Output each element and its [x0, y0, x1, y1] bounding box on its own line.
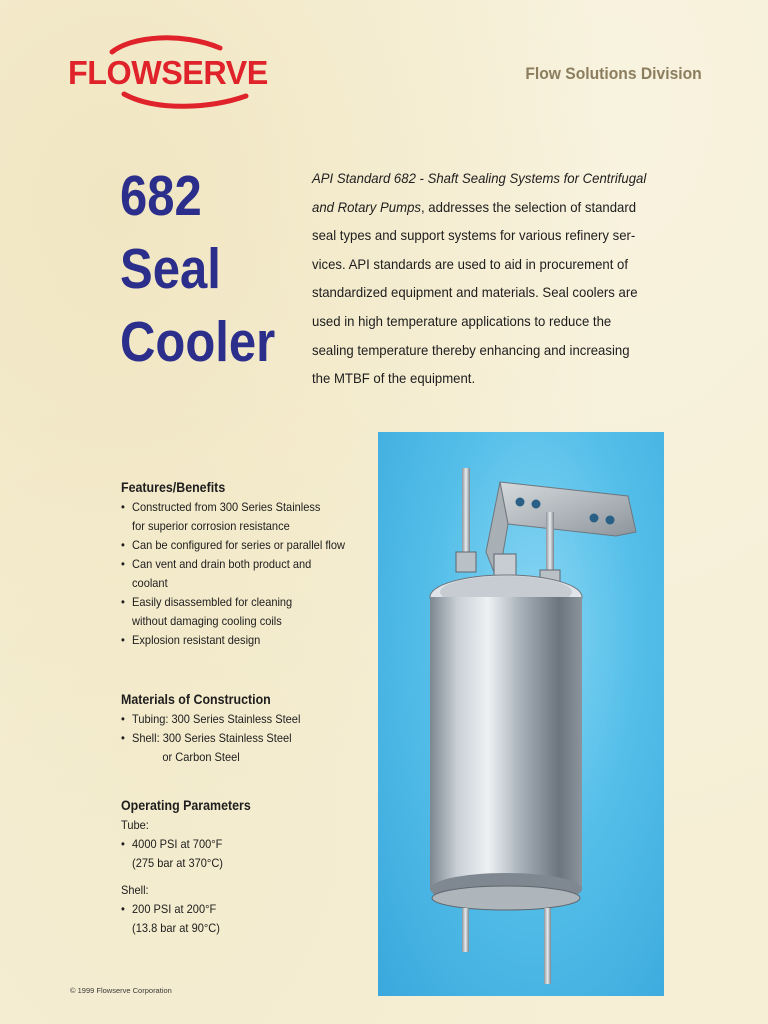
- list-item-text: (275 bar at 370°C): [132, 856, 223, 870]
- list-item-text: Constructed from 300 Series Stainless: [132, 500, 321, 514]
- list-item-text: Explosion resistant design: [132, 633, 261, 647]
- page-title: [120, 160, 275, 379]
- list-item: [121, 900, 251, 938]
- shell-label: Shell:: [121, 883, 149, 897]
- materials-section: [121, 692, 316, 767]
- list-item-text: Shell: 300 Series Stainless Steel: [132, 731, 292, 745]
- materials-heading: Materials of Construction: [121, 692, 271, 707]
- materials-list: [121, 710, 316, 767]
- features-heading: Features/Benefits: [121, 480, 226, 495]
- list-item: [121, 729, 300, 767]
- list-item-text: Tubing: 300 Series Stainless Steel: [132, 712, 301, 726]
- product-photo: [378, 432, 664, 996]
- list-item: [121, 593, 345, 631]
- list-item: [121, 835, 251, 873]
- list-item-text: Easily disassembled for cleaning: [132, 595, 293, 609]
- operating-section: [121, 798, 262, 938]
- list-item-text: or Carbon Steel: [162, 750, 240, 764]
- features-list: [121, 498, 364, 650]
- tube-list: [121, 835, 262, 873]
- tube-label: Tube:: [121, 818, 149, 832]
- intro-standard-title: API Standard 682 - Shaft Sealing Systems for Centrifugal and Rotary Pumps: [312, 170, 647, 215]
- shell-list: [121, 900, 262, 938]
- intro-body: , addresses the selection of standard seal types and support systems for various refinery ser-vices. API standards are used to aid in procurement of standardized equipment and materials. Seal coolers are used in high temperature applications to reduce the sealing temperature thereby enhancing and increasing the MTBF of the equipment.: [312, 198, 638, 387]
- list-item-text: (13.8 bar at 90°C): [132, 921, 220, 935]
- list-item: [121, 710, 300, 729]
- copyright-notice: © 1999 Flowserve Corporation: [70, 986, 172, 995]
- list-item: [121, 631, 345, 650]
- seal-cooler-image: [378, 432, 664, 996]
- list-item-text: for superior corrosion resistance: [132, 519, 290, 533]
- title-line-1: 682: [120, 164, 202, 228]
- list-item-text: Can vent and drain both product and: [132, 557, 312, 571]
- intro-paragraph: [312, 164, 650, 393]
- operating-heading: Operating Parameters: [121, 798, 251, 813]
- list-item-text: Can be configured for series or parallel flow: [132, 538, 345, 552]
- list-item-text: 200 PSI at 200°F: [132, 902, 217, 916]
- title-line-3: Cooler: [120, 310, 276, 374]
- brand-wordmark: FLOWSERVE: [68, 54, 268, 91]
- title-line-2: Seal: [120, 237, 221, 301]
- features-section: [121, 480, 364, 650]
- division-name: Flow Solutions Division: [525, 64, 702, 83]
- list-item-text: without damaging cooling coils: [132, 614, 282, 628]
- flowserve-logo: [62, 34, 268, 110]
- list-item-text: coolant: [132, 576, 168, 590]
- list-item-text: 4000 PSI at 700°F: [132, 837, 223, 851]
- list-item: [121, 498, 345, 536]
- list-item: [121, 555, 345, 593]
- list-item: [121, 536, 345, 555]
